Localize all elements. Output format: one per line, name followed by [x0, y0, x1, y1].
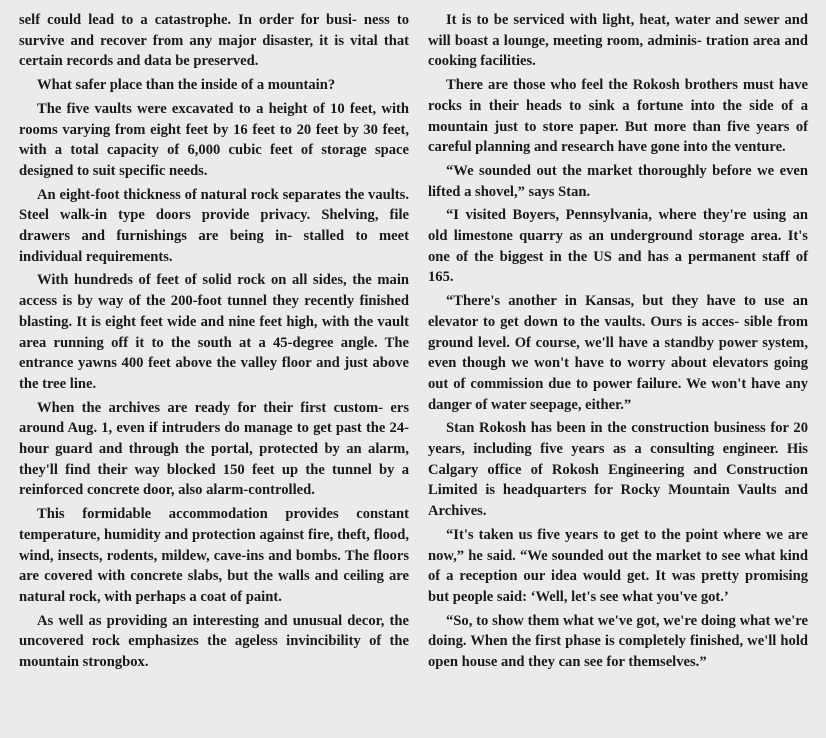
- paragraph: “We sounded out the market thoroughly before we even lifted a shovel,” says Stan.: [428, 162, 808, 200]
- paragraph: As well as providing an interesting and unusual decor, the uncovered rock emphasizes the ageless invincibility of the mountain strongbox.: [19, 612, 409, 671]
- paragraph: “It's taken us five years to get to the point where we are now,” he said. “We sounded out the market to see what kind of a reception our idea would get. It was pretty promising but people said: ‘Well, let's see what you've got.’: [428, 526, 808, 605]
- paragraph: It is to be serviced with light, heat, water and sewer and will boast a lounge, meeting room, adminis- tration area and cooking facilities.: [428, 12, 808, 70]
- paragraph: With hundreds of feet of solid rock on all sides, the main access is by way of the 200-foot tunnel they recently finished blasting. It is eight feet wide and nine feet high, with the vault area running off it to the south at a 45-degree angle. The entrance yawns 400 feet above the valley floor and just above the tree line.: [19, 272, 409, 392]
- right-column: [428, 10, 808, 676]
- paragraph: When the archives are ready for their first custom- ers around Aug. 1, even if intruders do manage to get past the 24-hour guard and through the portal, protected by an alarm, they'll find their way blocked 150 feet up the tunnel by a reinforced concrete door, also alarm-controlled.: [19, 399, 409, 499]
- paragraph: self could lead to a catastrophe. In order for busi- ness to survive and recover from any major disaster, it is vital that certain records and data be preserved.: [19, 12, 409, 70]
- paragraph: “There's another in Kansas, but they have to use an elevator to get down to the vaults. Ours is acces- sible from ground level. Of course, we'll have a standby power system, even though we won't have to worry about elevators going out of commission due to power failure. We won't have any danger of water seepage, either.”: [428, 293, 808, 413]
- paragraph: “I visited Boyers, Pennsylvania, where they're using an old limestone quarry as an underground storage area. It's one of the biggest in the US and has a permanent staff of 165.: [428, 207, 808, 286]
- paragraph: The five vaults were excavated to a height of 10 feet, with rooms varying from eight feet by 16 feet to 20 feet by 30 feet, with a total capacity of 6,000 cubic feet of storage space designed to suit specific needs.: [19, 100, 409, 179]
- left-column: [19, 10, 409, 676]
- paragraph: An eight-foot thickness of natural rock separates the vaults. Steel walk-in type doors provide privacy. Shelving, file drawers and furnishings are being in- stalled to meet individual requirements.: [19, 186, 409, 265]
- paragraph: This formidable accommodation provides constant temperature, humidity and protection against fire, theft, flood, wind, insects, rodents, mildew, cave-ins and bombs. The floors are covered with concrete slabs, but the walls and ceiling are natural rock, with perhaps a coat of paint.: [19, 506, 409, 605]
- paragraph: “So, to show them what we've got, we're doing what we're doing. When the first phase is completely finished, we'll hold open house and they can see for themselves.”: [428, 612, 808, 671]
- paragraph: What safer place than the inside of a mountain?: [37, 77, 336, 94]
- paragraph: Stan Rokosh has been in the construction business for 20 years, including five years as a consulting engineer. His Calgary office of Rokosh Engineering and Construction Limited is headquarters for Rocky Mountain Vaults and Archives.: [428, 420, 808, 520]
- paragraph: There are those who feel the Rokosh brothers must have rocks in their heads to sink a fortune into the side of a mountain just to store paper. But more than five years of careful planning and research have gone into the venture.: [428, 77, 808, 156]
